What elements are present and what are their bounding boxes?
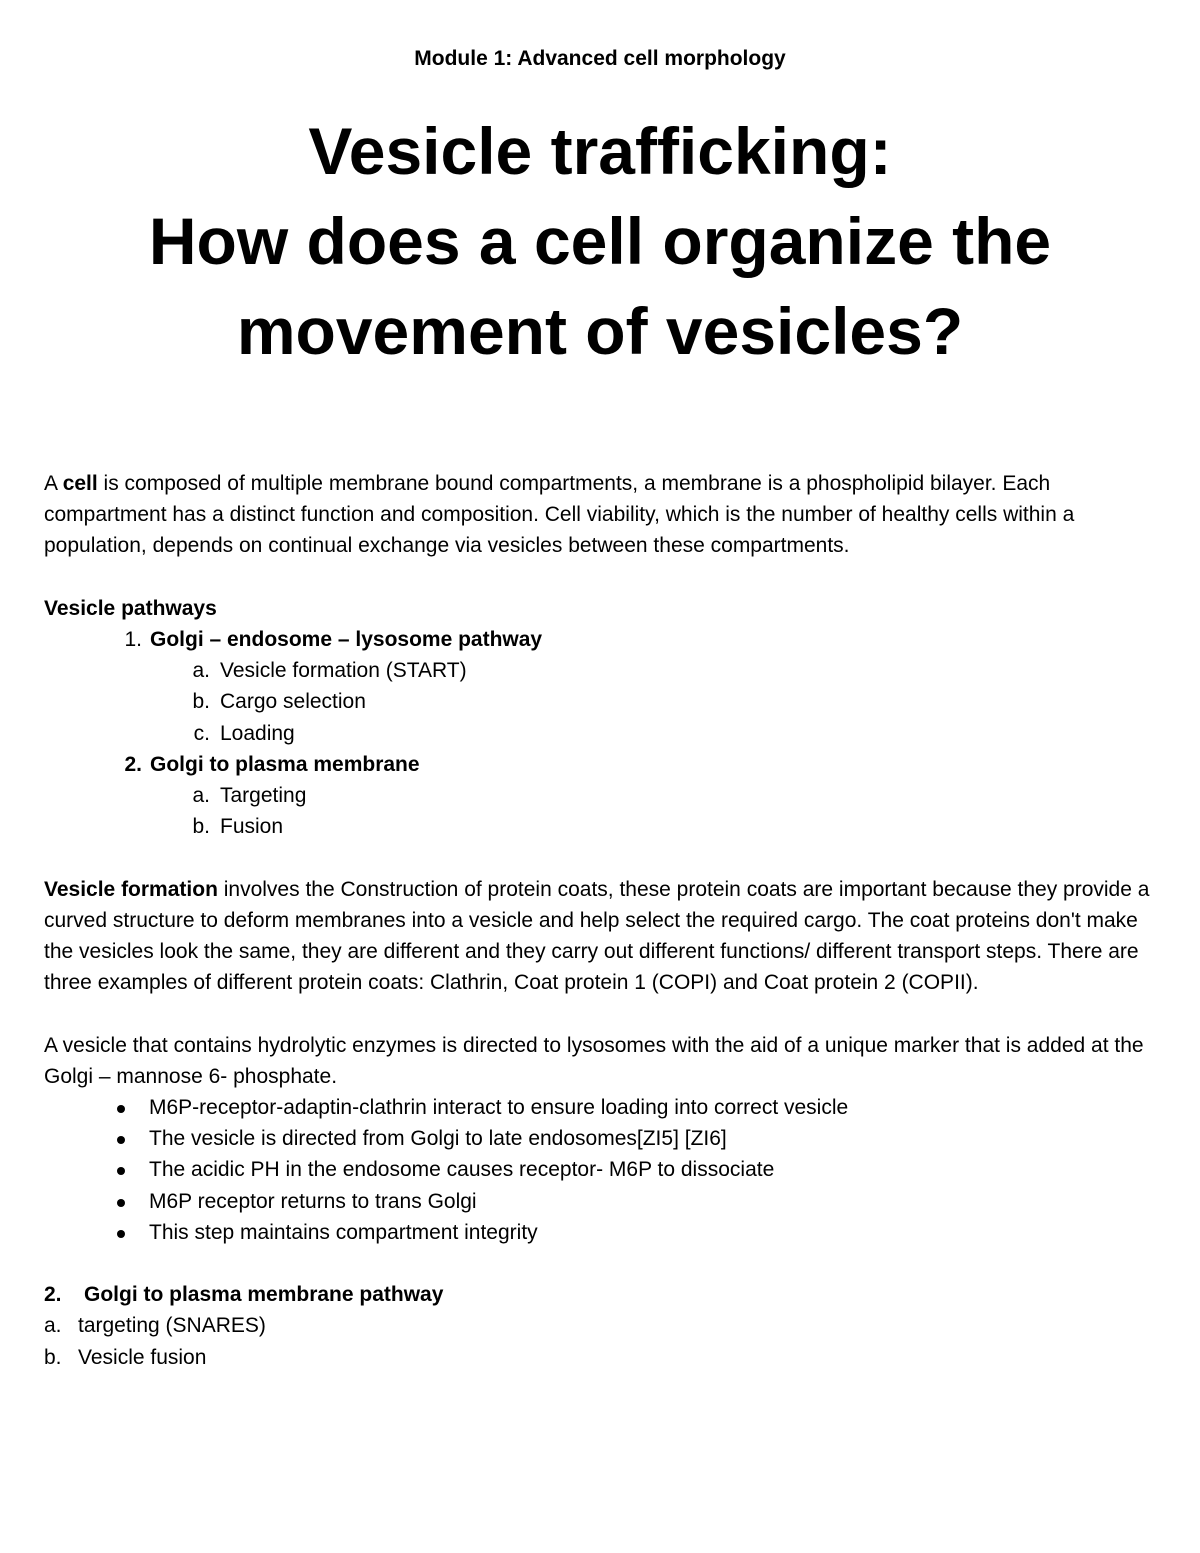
title-line-1: Vesicle trafficking: — [308, 114, 892, 188]
formation-bold-term: Vesicle formation — [44, 877, 218, 901]
pathway-subitem: a. Vesicle formation (START) — [192, 659, 467, 683]
section-2-item: a. targeting (SNARES) — [44, 1314, 266, 1338]
document-body — [44, 468, 1156, 1373]
hydrolytic-paragraph: A vesicle that contains hydrolytic enzymes is directed to lysosomes with the aid of a unique marker that is added at the Golgi – mannose 6- phosphate. — [44, 1033, 1144, 1088]
module-header: Module 1: Advanced cell morphology — [414, 47, 786, 70]
bullet-item: The vesicle is directed from Golgi to late endosomes[ZI5] [ZI6] — [149, 1127, 727, 1151]
page-title — [0, 106, 1200, 376]
pathway-item-1-number: 1. — [124, 628, 142, 651]
pathway-item-2-label: Golgi to plasma membrane — [150, 752, 420, 776]
bullet-item: M6P receptor returns to trans Golgi — [149, 1189, 477, 1213]
formation-rest: involves the Construction of protein coats, these protein coats are important because they provide a curved structure to deform membranes into a vesicle and help select the required cargo. The coat proteins don't make the vesicles look the same, they are different and they carry out different functions/ different transport steps. There are three examples of different protein coats: Clathrin, Coat protein 1 (COPI) and Coat protein 2 (COPII). — [44, 877, 1150, 995]
bullet-item: The acidic PH in the endosome causes receptor- M6P to dissociate — [149, 1158, 775, 1182]
pathways-heading: Vesicle pathways — [44, 596, 217, 620]
bullet-item: M6P-receptor-adaptin-clathrin interact to ensure loading into correct vesicle — [149, 1096, 849, 1120]
pathway-item-1-label: Golgi – endosome – lysosome pathway — [150, 628, 543, 651]
title-line-3: movement of vesicles? — [236, 294, 964, 368]
pathway-subitem: b. Cargo selection — [192, 690, 366, 714]
pathway-subitem: c. Loading — [193, 721, 295, 745]
pathway-subitem: a. Targeting — [192, 784, 307, 808]
intro-prefix: A — [44, 472, 63, 495]
pathway-item-1 — [44, 624, 1156, 655]
pathway-item-2-number: 2. — [124, 752, 142, 776]
bullet-item: This step maintains compartment integrity — [149, 1220, 538, 1244]
pathway-subitem: b. Fusion — [192, 815, 284, 839]
section-2-heading: 2. Golgi to plasma membrane pathway — [44, 1283, 444, 1307]
intro-bold-term: cell — [62, 472, 98, 495]
pathway-item-2 — [44, 749, 1156, 780]
intro-rest: is composed of multiple membrane bound compartments, a membrane is a phospholipid bilayer. Each compartment has a distinct function and composition. Cell viability, which is the number of healthy cells within a population, depends on continual exchange via vesicles between these compartments. — [44, 472, 1075, 558]
section-2-item: b. Vesicle fusion — [44, 1345, 207, 1369]
formation-paragraph — [44, 874, 1156, 999]
title-line-2: How does a cell organize the — [148, 204, 1052, 278]
intro-paragraph — [44, 468, 1156, 562]
